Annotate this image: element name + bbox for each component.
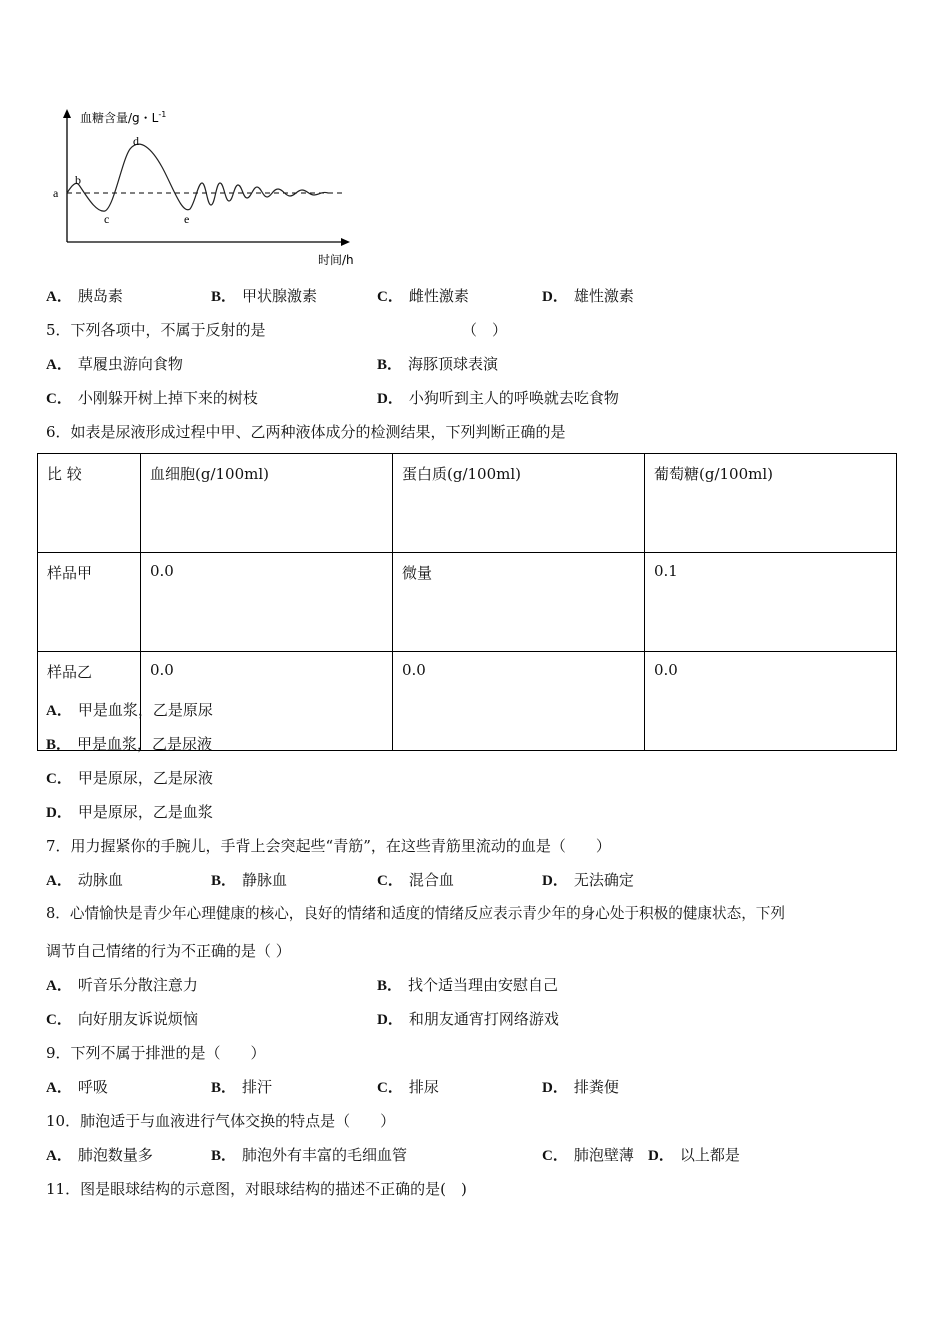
q7-option-b[interactable]: B． 静脉血 xyxy=(211,871,288,889)
y-axis-label: 血糖含量/g・$L^{-1}$ xyxy=(80,110,167,125)
q8-option-d[interactable]: D． 和朋友通宵打网络游戏 xyxy=(377,1010,559,1028)
q10-option-c[interactable]: C． 肺泡壁薄 xyxy=(542,1146,634,1164)
blood-sugar-graph xyxy=(46,105,376,270)
q10-option-d[interactable]: D． 以上都是 xyxy=(648,1146,740,1164)
q11-stem: 11．图是眼球结构的示意图，对眼球结构的描述不正确的是( ) xyxy=(46,1180,467,1198)
point-label-d: d xyxy=(133,134,139,148)
q8-stem-line1: 8．心情愉快是青少年心理健康的核心，良好的情绪和适度的情绪反应表示青少年的身心处于积极的健康状态，下列 xyxy=(46,905,785,922)
q6-option-c[interactable]: C． 甲是原尿，乙是尿液 xyxy=(46,769,213,787)
q9-option-a[interactable]: A． 呼吸 xyxy=(46,1078,108,1096)
q10-stem: 10．肺泡适于与血液进行气体交换的特点是（ ） xyxy=(46,1112,396,1130)
q6-option-d[interactable]: D． 甲是原尿，乙是血浆 xyxy=(46,803,213,821)
q9-option-d[interactable]: D． 排粪便 xyxy=(542,1078,619,1096)
q4-option-c[interactable]: C． 雌性激素 xyxy=(377,287,469,305)
q7-option-d[interactable]: D． 无法确定 xyxy=(542,871,634,889)
q5-answer-paren: （ ） xyxy=(462,321,508,339)
q10-option-a[interactable]: A． 肺泡数量多 xyxy=(46,1146,153,1164)
point-label-a: a xyxy=(53,186,59,200)
table-cell: 0.0 xyxy=(141,652,393,751)
point-label-e: e xyxy=(184,212,190,226)
q6-option-a[interactable]: A． 甲是血浆，乙是原尿 xyxy=(46,701,213,719)
q7-option-c[interactable]: C． 混合血 xyxy=(377,871,454,889)
table-cell: 0.1 xyxy=(645,553,897,652)
header-cell: 比 较 xyxy=(38,454,141,553)
table-header-row xyxy=(38,454,897,553)
header-cell: 蛋白质(g/100ml) xyxy=(393,454,645,553)
y-axis-arrow xyxy=(63,109,71,118)
table-cell: 0.0 xyxy=(393,652,645,751)
table-cell: 样品乙 xyxy=(38,652,141,751)
q7-option-a[interactable]: A． 动脉血 xyxy=(46,871,123,889)
q5-option-c[interactable]: C． 小刚躲开树上掉下来的树枝 xyxy=(46,389,258,407)
table-cell: 0.0 xyxy=(141,553,393,652)
q10-option-b[interactable]: B． 肺泡外有丰富的毛细血管 xyxy=(211,1146,408,1164)
table-cell: 样品甲 xyxy=(38,553,141,652)
q4-option-a[interactable]: A． 胰岛素 xyxy=(46,287,123,305)
header-cell: 葡萄糖(g/100ml) xyxy=(645,454,897,553)
point-label-c: c xyxy=(104,212,110,226)
blood-sugar-curve xyxy=(67,144,328,211)
q9-stem: 9．下列不属于排泄的是（ ） xyxy=(46,1044,266,1062)
q5-option-a[interactable]: A． 草履虫游向食物 xyxy=(46,355,183,373)
table-row xyxy=(38,553,897,652)
q6-option-b[interactable]: B． 甲是血浆，乙是尿液 xyxy=(46,735,213,753)
x-axis-arrow xyxy=(341,238,350,246)
q6-stem: 6．如表是尿液形成过程中甲、乙两种液体成分的检测结果，下列判断正确的是 xyxy=(46,423,566,441)
q8-option-c[interactable]: C． 向好朋友诉说烦恼 xyxy=(46,1010,198,1028)
q7-stem: 7．用力握紧你的手腕儿，手背上会突起些“青筋”，在这些青筋里流动的血是（ ） xyxy=(46,837,611,855)
q8-option-a[interactable]: A． 听音乐分散注意力 xyxy=(46,976,198,994)
table-cell: 微量 xyxy=(393,553,645,652)
q8-stem-line2: 调节自己情绪的行为不正确的是（ ） xyxy=(46,942,291,960)
q8-option-b[interactable]: B． 找个适当理由安慰自己 xyxy=(377,976,559,994)
table-cell: 0.0 xyxy=(645,652,897,751)
header-cell: 血细胞(g/100ml) xyxy=(141,454,393,553)
q9-option-c[interactable]: C． 排尿 xyxy=(377,1078,439,1096)
q9-option-b[interactable]: B． 排汗 xyxy=(211,1078,273,1096)
q4-option-d[interactable]: D． 雄性激素 xyxy=(542,287,634,305)
point-label-b: b xyxy=(75,173,81,187)
q5-option-b[interactable]: B． 海豚顶球表演 xyxy=(377,355,499,373)
q4-option-b[interactable]: B． 甲状腺激素 xyxy=(211,287,318,305)
q5-option-d[interactable]: D． 小狗听到主人的呼唤就去吃食物 xyxy=(377,389,619,407)
q5-stem: 5．下列各项中，不属于反射的是 xyxy=(46,321,266,339)
x-axis-label: 时间/h xyxy=(318,253,354,267)
